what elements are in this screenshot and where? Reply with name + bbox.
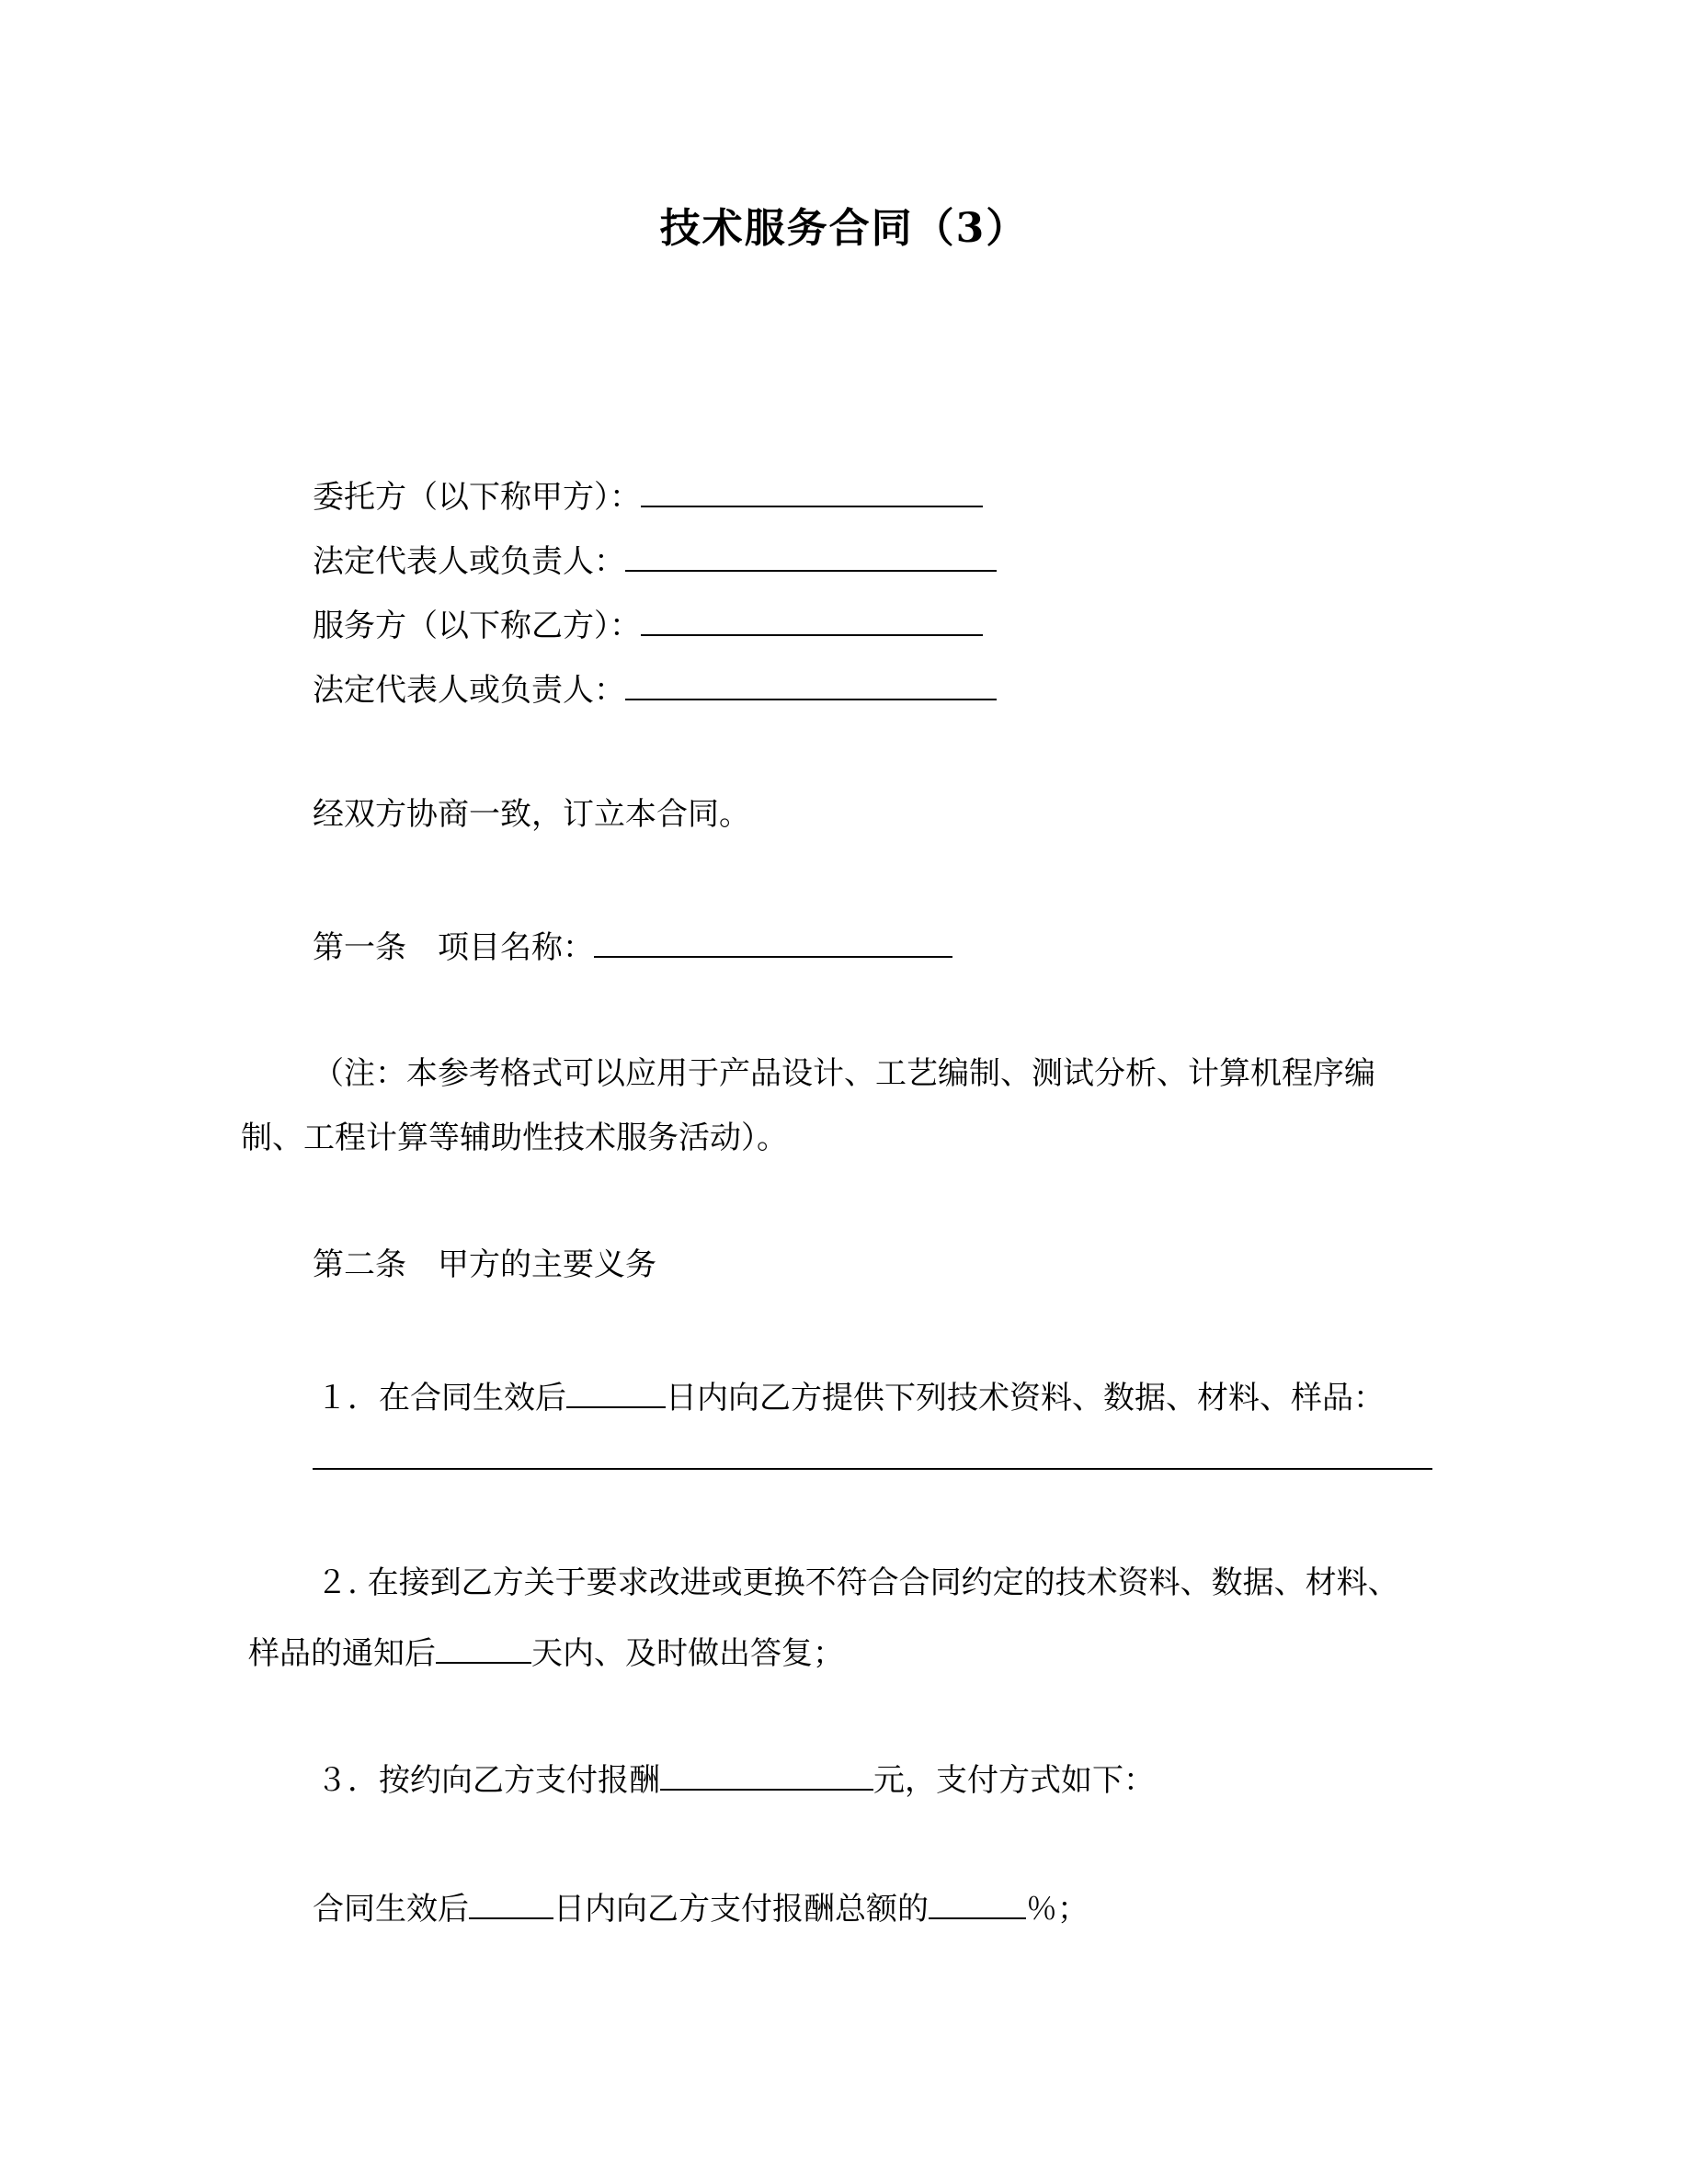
payment-amount-blank[interactable] <box>660 1756 873 1791</box>
article1-heading: 第一条 项目名称： <box>313 929 594 966</box>
client-rep-line <box>313 537 997 582</box>
provider-rep-blank[interactable] <box>625 665 997 700</box>
article2-item1 <box>316 1373 1385 1418</box>
article2-heading: 第二条 甲方的主要义务 <box>313 1246 656 1283</box>
item3-part2: 元，支付方式如下： <box>873 1762 1155 1799</box>
payment-percent-blank[interactable] <box>929 1884 1026 1919</box>
payment-days-blank[interactable] <box>469 1884 553 1919</box>
provider-rep-line <box>313 665 997 711</box>
item1-days-blank[interactable] <box>566 1373 666 1408</box>
payment-part1: 合同生效后 <box>313 1891 469 1928</box>
item1-part1: １．在合同生效后 <box>316 1380 566 1416</box>
materials-blank-line[interactable] <box>313 1468 1432 1470</box>
provider-blank[interactable] <box>641 601 983 636</box>
project-name-blank[interactable] <box>594 923 952 958</box>
payment-line <box>313 1884 1089 1929</box>
article2-item2-line2 <box>248 1629 844 1674</box>
note-line1: （注：本参考格式可以应用于产品设计、工艺编制、测试分析、计算机程序编 <box>313 1055 1375 1092</box>
payment-part3: ％； <box>1026 1891 1089 1928</box>
article2-item3 <box>316 1756 1155 1801</box>
agreement-text: 经双方协商一致，订立本合同。 <box>313 796 750 833</box>
item3-part1: ３．按约向乙方支付报酬 <box>316 1762 660 1799</box>
client-label: 委托方（以下称甲方）： <box>313 479 641 516</box>
client-rep-label: 法定代表人或负责人： <box>313 543 625 580</box>
payment-part2: 日内向乙方支付报酬总额的 <box>553 1891 929 1928</box>
note-line2: 制、工程计算等辅助性技术服务活动）。 <box>241 1120 788 1156</box>
article2-item2-line1: ２. 在接到乙方关于要求改进或更换不符合合同约定的技术资料、数据、材料、 <box>316 1564 1399 1601</box>
item2-part1: 样品的通知后 <box>248 1635 436 1672</box>
item1-part2: 日内向乙方提供下列技术资料、数据、材料、样品： <box>666 1380 1385 1416</box>
document-title: 技术服务合同（3） <box>659 205 1029 252</box>
provider-line <box>313 601 983 646</box>
article1-line <box>313 923 952 968</box>
client-line <box>313 472 983 518</box>
provider-rep-label: 法定代表人或负责人： <box>313 672 625 709</box>
provider-label: 服务方（以下称乙方）： <box>313 608 641 644</box>
client-blank[interactable] <box>641 472 983 507</box>
item2-part2: 天内、及时做出答复； <box>531 1635 844 1672</box>
client-rep-blank[interactable] <box>625 537 997 572</box>
item2-days-blank[interactable] <box>436 1629 531 1664</box>
